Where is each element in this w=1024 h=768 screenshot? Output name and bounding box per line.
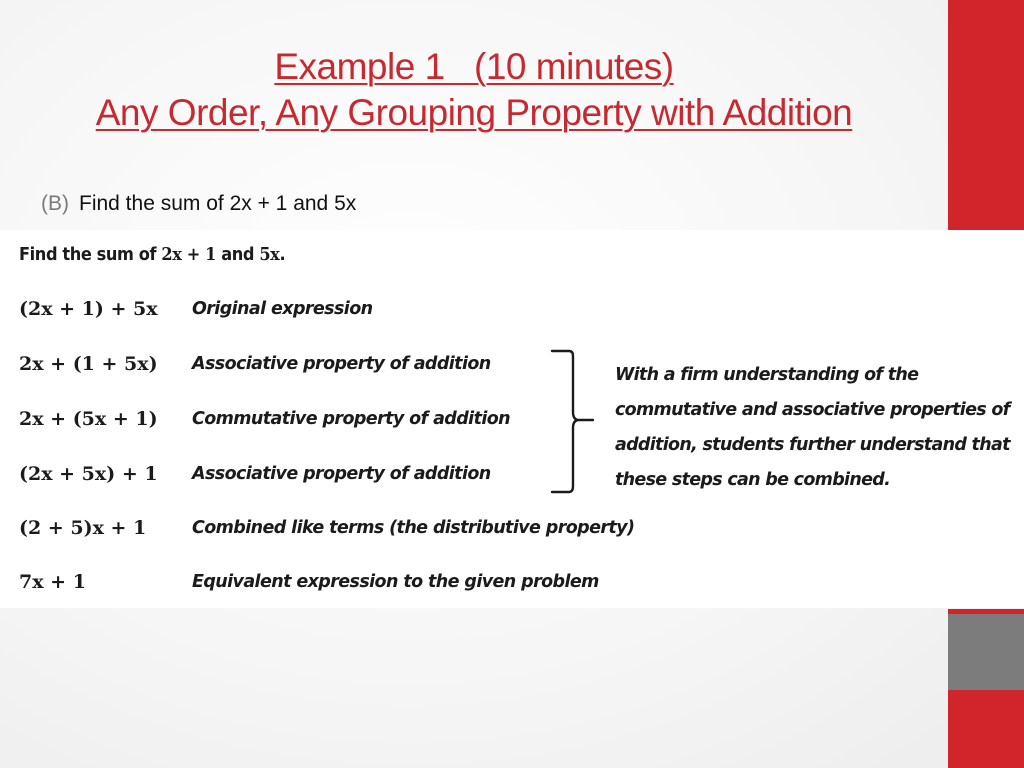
- heading-and: and: [215, 244, 260, 265]
- heading-prefix: Find the sum of: [19, 244, 162, 265]
- step-expression: (2 + 5)x + 1: [19, 517, 147, 539]
- accent-bar-gray: [948, 614, 1024, 690]
- accent-bar-red-top: [948, 0, 1024, 230]
- step-row: [19, 298, 659, 328]
- right-brace-icon: [549, 348, 599, 496]
- heading-expression-2: 5x: [259, 244, 280, 265]
- step-expression: 2x + (1 + 5x): [19, 353, 158, 375]
- step-reason: Combined like terms (the distributive property): [192, 518, 635, 538]
- step-reason: Associative property of addition: [192, 464, 491, 484]
- title-line-1: Example 1 (10 minutes): [274, 46, 674, 87]
- step-reason: Commutative property of addition: [192, 409, 511, 429]
- step-expression: 7x + 1: [19, 571, 86, 593]
- subtitle-text: Find the sum of 2x + 1 and 5x: [79, 192, 357, 215]
- example-heading: [19, 244, 285, 265]
- explanation-note: With a firm understanding of the commutative and associative properties of addition, students further understand that these steps can be combined.: [615, 365, 1010, 490]
- step-expression: (2x + 1) + 5x: [19, 298, 158, 320]
- step-reason: Associative property of addition: [192, 354, 491, 374]
- step-expression: (2x + 5x) + 1: [19, 463, 158, 485]
- step-row: [19, 517, 659, 547]
- heading-expression-1: 2x + 1: [161, 244, 216, 265]
- step-row: [19, 571, 659, 601]
- slide-title: [0, 44, 948, 136]
- accent-bar-red-bottom: [948, 690, 1024, 768]
- step-reason: Original expression: [192, 299, 373, 319]
- subtitle-bullet: (B): [41, 192, 69, 215]
- step-expression: 2x + (5x + 1): [19, 408, 158, 430]
- heading-end: .: [279, 244, 286, 265]
- step-reason: Equivalent expression to the given problem: [192, 572, 599, 592]
- worked-example-image: [0, 230, 1024, 608]
- subtitle-row: [41, 190, 356, 218]
- title-line-2: Any Order, Any Grouping Property with Addition: [95, 92, 853, 133]
